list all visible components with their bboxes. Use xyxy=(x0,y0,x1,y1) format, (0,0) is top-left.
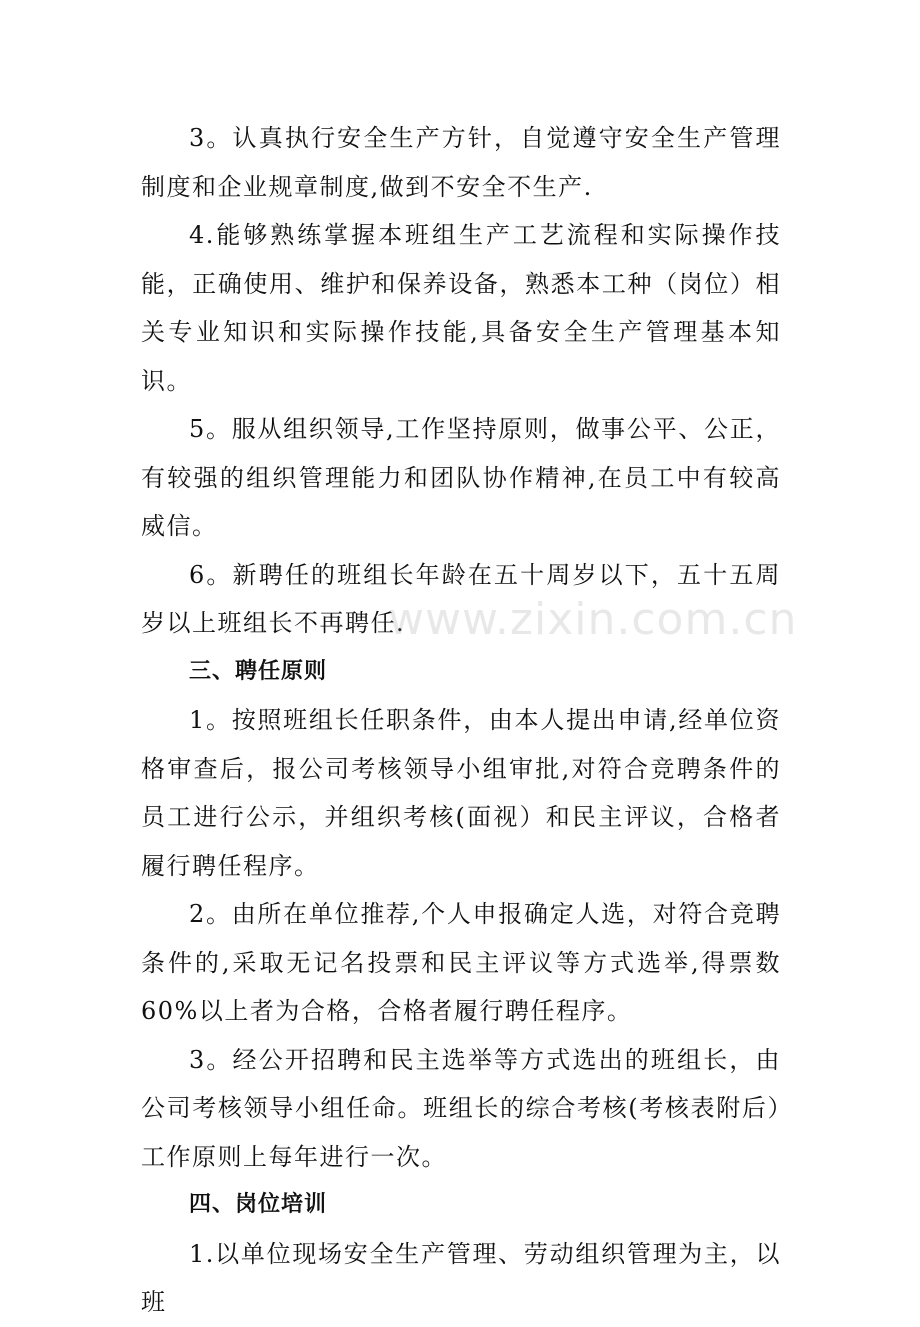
watermark: www.zixin.com.cn xyxy=(388,594,798,645)
document-body xyxy=(141,114,781,1327)
principle-1: 1。按照班组长任职条件，由本人提出申请,经单位资格审查后，报公司考核领导小组审批,对符合竞聘条件的员工进行公示，并组织考核(面视）和民主评议，合格者履行聘任程序。 xyxy=(141,706,781,880)
principle-2: 2。由所在单位推荐,个人申报确定人选，对符合竞聘条件的,采取无记名投票和民主评议等方式选举,得票数60%以上者为合格，合格者履行聘任程序。 xyxy=(141,900,781,1025)
clause-4-skills: 4.能够熟练掌握本班组生产工艺流程和实际操作技能，正确使用、维护和保养设备，熟悉本工种（岗位）相关专业知识和实际操作技能,具备安全生产管理基本知识。 xyxy=(141,221,781,395)
section-heading-training: 四、岗位培训 xyxy=(189,1192,328,1217)
clause-6-age: 6。新聘任的班组长年龄在五十周岁以下，五十五周岁以上班组长不再聘任. xyxy=(141,560,781,637)
clause-3-safety: 3。认真执行安全生产方针，自觉遵守安全生产管理制度和企业规章制度,做到不安全不生产. xyxy=(141,124,781,201)
section-heading-appointment-principles: 三、聘任原则 xyxy=(189,658,328,684)
training-1: 1.以单位现场安全生产管理、劳动组织管理为主，以班 xyxy=(141,1239,781,1316)
clause-5-leadership: 5。服从组织领导,工作坚持原则，做事公平、公正，有较强的组织管理能力和团队协作精神,在员工中有较高威信。 xyxy=(141,415,781,540)
principle-3: 3。经公开招聘和民主选举等方式选出的班组长，由公司考核领导小组任命。班组长的综合考核(考核表附后）工作原则上每年进行一次。 xyxy=(141,1045,781,1171)
